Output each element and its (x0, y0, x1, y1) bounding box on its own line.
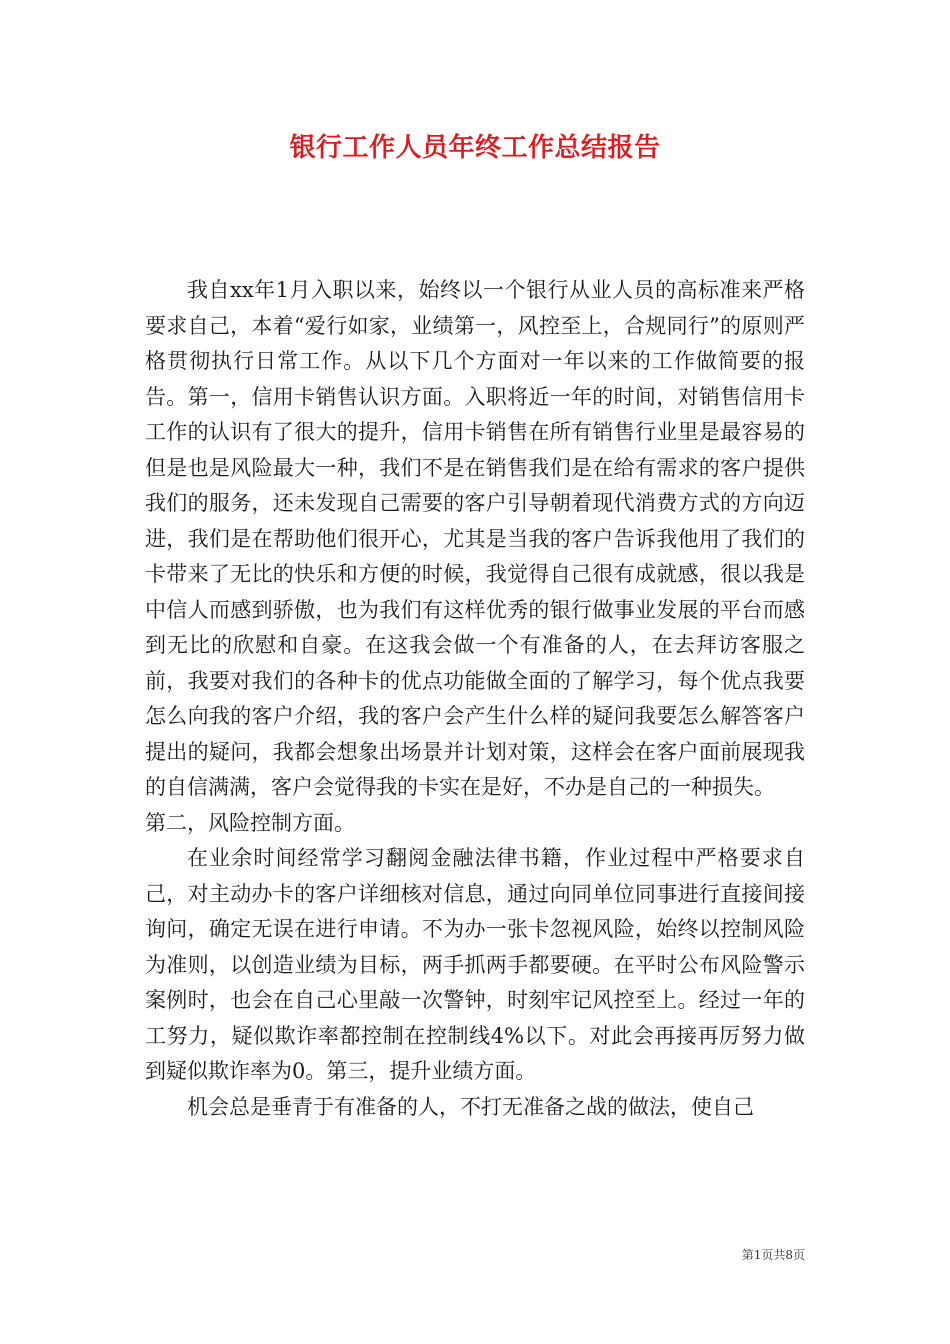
page-title: 银行工作人员年终工作总结报告 (289, 133, 661, 163)
paragraph-4: 机会总是垂青于有准备的人，不打无准备之战的做法，使自己 (187, 1094, 754, 1119)
paragraph-3: 在业余时间经常学习翻阅金融法律书籍，作业过程中严格要求自己，对主动办卡的客户详细核对信息，通过向同单位同事进行直接间接询问，确定无误在进行申请。不为办一张卡忽视风险，始终以控制风险为准则，以创造业绩为目标，两手抓两手都要硬。在平时公布风险警示案例时，也会在自己心里敲一次警钟，时刻牢记风控至上。经过一年的工努力，疑似欺诈率都控制在控制线4%以下。对此会再接再厉努力做到疑似欺诈率为0。第三，提升业绩方面。 (145, 846, 805, 1083)
document-body (145, 273, 805, 1125)
page-number: 第1页共8页 (741, 1248, 805, 1262)
paragraph-2: 第二，风险控制方面。 (145, 810, 355, 835)
paragraph-1: 我自xx年1月入职以来，始终以一个银行从业人员的高标准来严格要求自己，本着“爱行如家，业绩第一，风控至上，合规同行”的原则严格贯彻执行日常工作。从以下几个方面对一年以来的工作做简要的报告。第一，信用卡销售认识方面。入职将近一年的时间，对销售信用卡工作的认识有了很大的提升，信用卡销售在所有销售行业里是最容易的但是也是风险最大一种，我们不是在销售我们是在给有需求的客户提供我们的服务，还未发现自己需要的客户引导朝着现代消费方式的方向迈进，我们是在帮助他们很开心，尤其是当我的客户告诉我他用了我们的卡带来了无比的快乐和方便的时候，我觉得自己很有成就感，很以我是中信人而感到骄傲，也为我们有这样优秀的银行做事业发展的平台而感到无比的欣慰和自豪。在这我会做一个有准备的人，在去拜访客服之前，我要对我们的各种卡的优点功能做全面的了解学习，每个优点我要怎么向我的客户介绍，我的客户会产生什么样的疑问我要怎么解答客户提出的疑问，我都会想象出场景并计划对策，这样会在客户面前展现我的自信满满，客户会觉得我的卡实在是好，不办是自己的一种损失。 (145, 278, 805, 799)
